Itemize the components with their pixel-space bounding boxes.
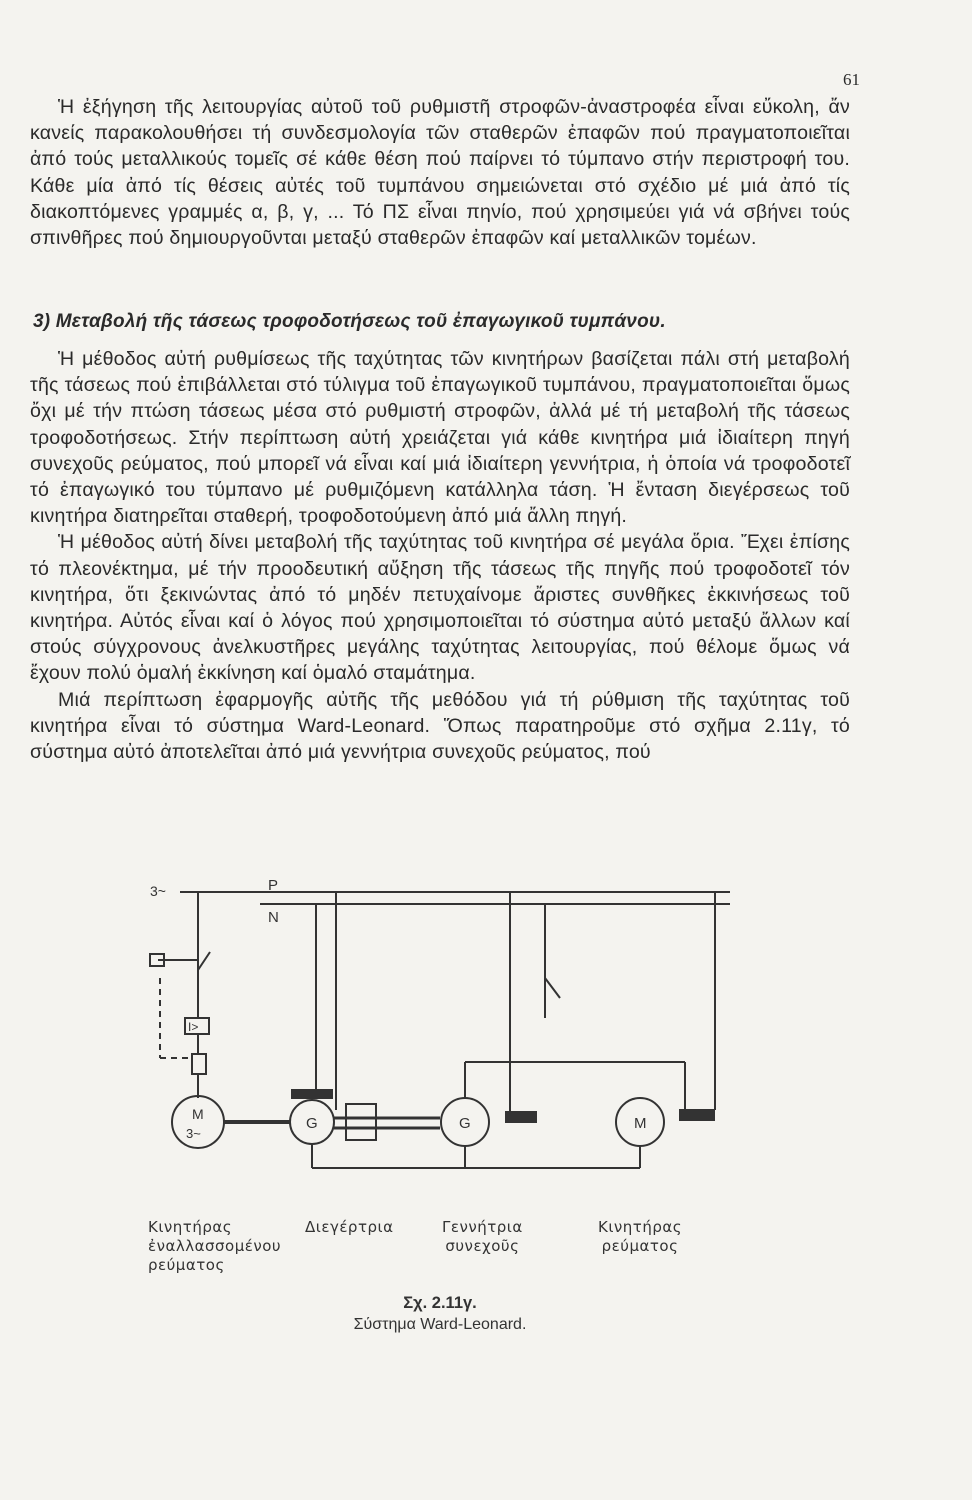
ward-leonard-diagram (140, 878, 740, 1178)
paragraph-1-text: Ἡ ἐξήγηση τῆς λειτουργίας αὐτοῦ τοῦ ρυθμιστῆ στροφῶν-ἀναστροφέα εἶναι εὔκολη, ἄν κανείς παρακολουθήσει τή συνδεσμολογία τῶν σταθερῶν ἐπαφῶν πού πραγματοποιεῖται ἀπό τούς μεταλλικούς τομεῖς σέ κάθε θέση πού παίρνει τό τύμπανο στήν περιστροφή του. Κάθε μία ἀπό τίς θέσεις αὐτές τοῦ τυμπάνου σημειώνεται στό σχέδιο μέ μιά ἀπό τίς διακοπτόμενες γραμμές α, β, γ, ... Τό ΠΣ εἶναι πηνίο, πού χρησιμεύει γιά νά σβήνει τούς σπινθῆρες πού δημιουργοῦνται μεταξύ σταθερῶν ἐπαφῶν καί μεταλλικῶν τομέων. (30, 96, 850, 250)
coupling-box (346, 1104, 376, 1140)
label-ac-motor-line-1: Κινητήρας (148, 1218, 233, 1236)
label-generator-line-1: Γεννήτρια (442, 1218, 523, 1236)
contactor-coil (192, 1054, 206, 1074)
bus-p-label: P (268, 878, 279, 894)
motor-ac-phase: 3~ (186, 1126, 201, 1141)
label-generator (442, 1218, 523, 1256)
exciter-winding (292, 1090, 332, 1098)
paragraph-2: Ἡ μέθοδος αὐτή ρυθμίσεως τῆς ταχύτητας τῶν κινητήρων βασίζεται πάλι στή μεταβολή τῆς τάσεως πού ἐπιβάλλεται στό τύλιγμα τοῦ ἐπαγωγικοῦ τυμπάνου, πραγματοποιεῖται ὅμως ὄχι μέ τήν πτώση τάσεως μέσα στό ρυθμιστή στροφῶν, ἀλλά μέ τή μεταβολή τῆς τάσεως τροφοδοτήσεως. Στήν περίπτωση αὐτή χρειάζεται γιά κάθε κινητήρα μιά ἰδιαίτερη πηγή συνεχοῦς ρεύματος, πού μπορεῖ νά εἶναι καί μιά ἰδιαίτερη γεννήτρια, ἡ ὁποία νά τροφοδοτεῖ τό ἐπαγωγικό του τύμπανο μέ ρυθμιζόμενη κατάλληλα τάση. Ἡ ἔνταση διεγέρσεως τοῦ κινητήρα διατηρεῖται σταθερή, τροφοδοτούμενη ἀπό μιά ἄλλη πηγή. (30, 348, 850, 528)
rheostat-arrow (545, 978, 560, 998)
paragraph-3: Ἡ μέθοδος αὐτή δίνει μεταβολή τῆς ταχύτητας τοῦ κινητήρα σέ μεγάλα ὅρια. Ἔχει ἐπίσης τό πλεονέκτημα, μέ τήν προοδευτική αὔξηση τῆς τάσεως τῆς πηγῆς πού τροφοδοτεῖ τόν κινητήρα, ὅτι ξεκινώντας ἀπό τό μηδέν πετυχαίνομε ἄριστες συνθῆκες ἐκκινήσεως τοῦ κινητήρα. Αὐτός εἶναι καί ὁ λόγος πού χρησιμοποιεῖται τό σύστημα αὐτό μεταξύ ἄλλων καί στούς σύγχρονους ἀνελκυστῆρες μεγάλης ταχύτητας λειτουργίας, πού θέλομε ὅμως νά ἔχουν πολύ ὁμαλή ἐκκίνηση καί ὁμαλό σταμάτημα. (30, 531, 850, 685)
supply-label: 3~ (150, 883, 166, 899)
page-number: 61 (843, 70, 860, 89)
label-generator-line-2: συνεχοῦς (445, 1237, 520, 1255)
paragraph-4: Μιά περίπτωση ἐφαρμογῆς αὐτῆς τῆς μεθόδου γιά τή ρύθμιση τῆς ταχύτητας τοῦ κινητήρα εἶναι τό σύστημα Ward-Leonard. Ὅπως παρατηροῦμε στό σχῆμα 2.11γ, τό σύστημα αὐτό ἀποτελεῖται ἀπό μιά γεννήτρια συνεχοῦς ρεύματος, πού (30, 688, 850, 764)
label-exciter: Διεγέρτρια (305, 1218, 394, 1236)
figure-number: Σχ. 2.11γ. (403, 1294, 477, 1312)
motor-ac-letter: M (192, 1106, 204, 1122)
label-dc-motor-line-2: ρεύματος (601, 1237, 679, 1255)
label-dc-motor-line-1: Κινητήρας (598, 1218, 683, 1236)
label-ac-motor-line-2: ἐναλλασσομένου (148, 1237, 282, 1255)
dc-motor-field (680, 1110, 714, 1120)
circuit-diagram (140, 878, 740, 1178)
motor-dc-letter: M (634, 1115, 647, 1132)
generator-letter: G (459, 1115, 471, 1132)
label-ac-motor (148, 1218, 281, 1275)
bus-n-label: N (268, 909, 279, 926)
label-ac-motor-line-3: ρεύματος (148, 1256, 225, 1274)
exciter-letter: G (306, 1115, 318, 1132)
figure-title: Σύστημα Ward-Leonard. (353, 1316, 527, 1333)
paragraph-1 (30, 94, 850, 251)
label-dc-motor (598, 1218, 682, 1256)
relay-label: I> (188, 1020, 199, 1034)
section-heading: 3) Μεταβολή τῆς τάσεως τροφοδοτήσεως τοῦ ἐπαγωγικοῦ τυμπάνου. (33, 311, 666, 332)
switch-lever (198, 952, 210, 970)
generator-field (506, 1112, 536, 1122)
body-text (30, 346, 850, 765)
